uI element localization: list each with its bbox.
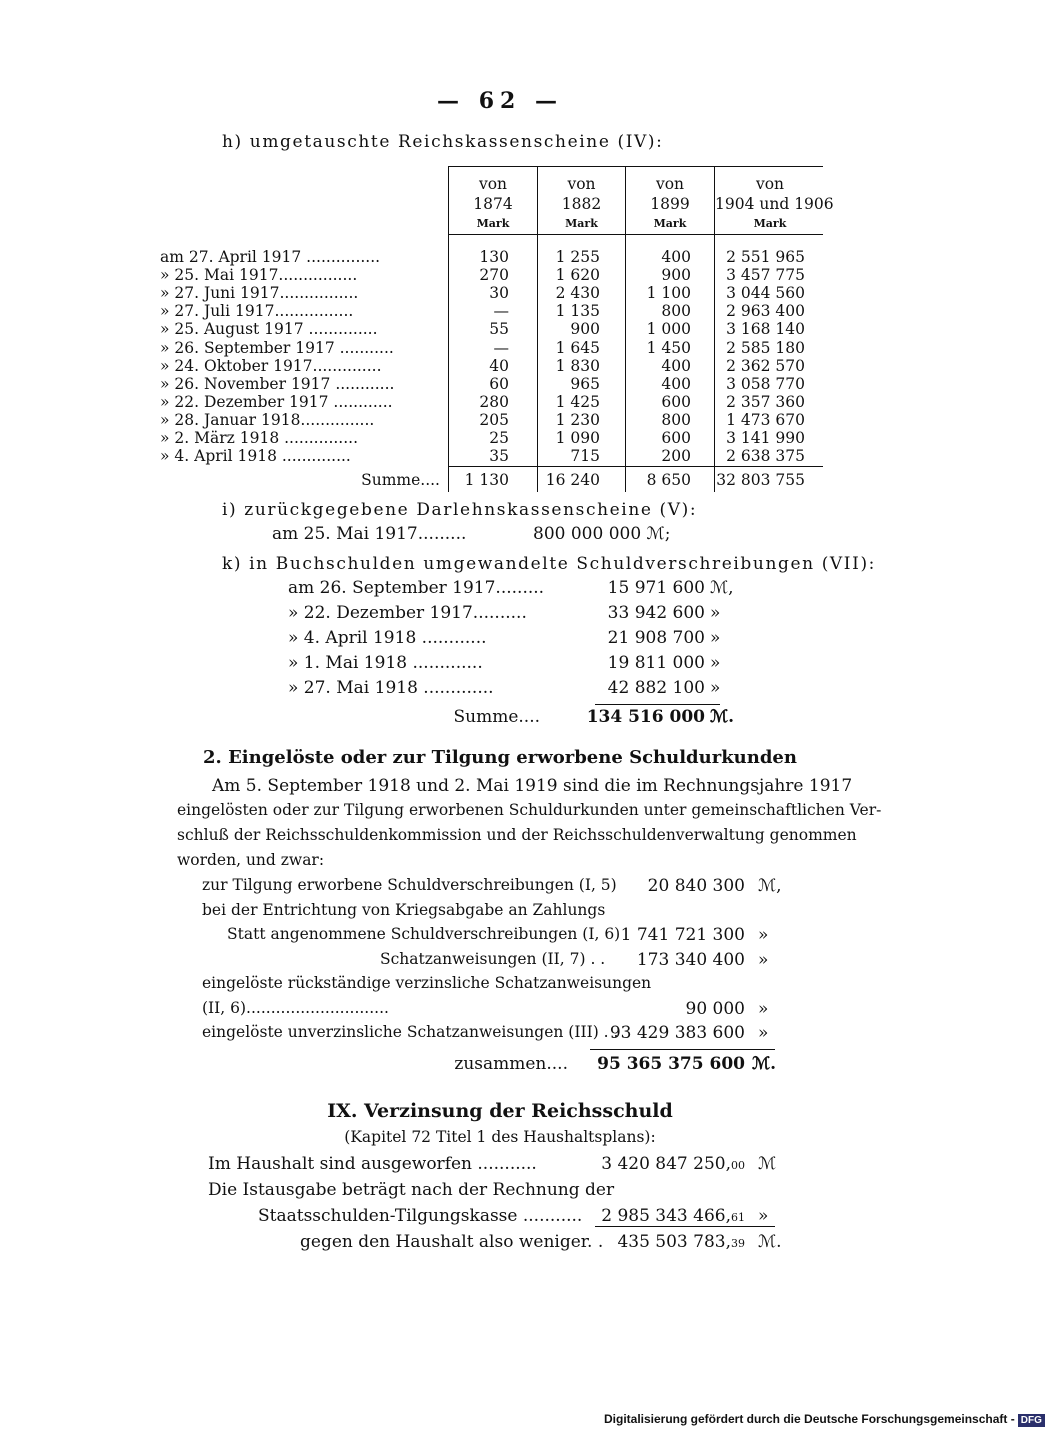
- list-item-text: Staatsschulden-Tilgungskasse ...........: [258, 1206, 583, 1226]
- table-cell: 30: [489, 284, 509, 303]
- dfg-logo: DFG: [1018, 1414, 1045, 1427]
- table-row-label: » 24. Oktober 1917..............: [160, 356, 382, 375]
- list-item-label: » 27. Mai 1918 .............: [288, 678, 494, 698]
- list-item-text: bei der Entrichtung von Kriegsabgabe an Zahlungs: [202, 900, 606, 919]
- table-cell: 130: [479, 248, 509, 266]
- list-item-unit: ℳ,: [758, 876, 782, 896]
- table-cell: 270: [479, 266, 509, 285]
- amount: 435 503 783,: [617, 1232, 731, 1252]
- list-item-unit: ℳ.: [758, 1232, 782, 1252]
- table-cell: 3 168 140: [726, 320, 805, 339]
- table-cell: 55: [489, 320, 509, 339]
- section-2-total-label: zusammen....: [454, 1054, 568, 1074]
- table-cell: —: [493, 338, 509, 357]
- table-cell: 205: [479, 410, 509, 429]
- list-item-value: [560, 1154, 745, 1174]
- table-cell: 800: [661, 302, 691, 321]
- sum-1904-1906: 32 803 755: [716, 471, 805, 489]
- table-row-label: » 26. November 1917 ............: [160, 374, 395, 393]
- table-cell: 2 585 180: [726, 338, 805, 357]
- list-item-text: zur Tilgung erworbene Schuldverschreibungen (I, 5): [202, 876, 617, 894]
- section-h-title: h) umgetauschte Reichskassenscheine (IV):: [222, 132, 664, 152]
- table-cell: 1 135: [555, 302, 600, 321]
- sum-1882: 16 240: [545, 471, 600, 489]
- list-item-unit: »: [710, 653, 721, 673]
- table-cell: 1 620: [555, 266, 600, 285]
- list-item-text: eingelöste unverzinsliche Schatzanweisungen (III) . .: [202, 1023, 619, 1041]
- table-row-label: » 2. März 1918 ...............: [160, 429, 359, 447]
- table-cell: 2 362 570: [726, 356, 805, 375]
- table-cell: 1 100: [646, 284, 691, 303]
- table-cell: 3 141 990: [726, 429, 805, 447]
- table-cell: 1 830: [555, 356, 600, 375]
- table-cell: 900: [570, 320, 600, 339]
- table-cell: 400: [661, 356, 691, 375]
- list-item-text: Schatzanweisungen (II, 7) . .: [380, 949, 606, 968]
- table-cell: 600: [661, 392, 691, 411]
- list-item-unit: »: [710, 678, 721, 698]
- table-cell: 600: [661, 429, 691, 447]
- list-item-text: gegen den Haushalt also weniger. .: [300, 1232, 604, 1252]
- table-cell: —: [493, 302, 509, 321]
- section-k-sum-label: Summe....: [453, 707, 540, 727]
- table-cell: 3 058 770: [726, 374, 805, 393]
- table-cell: 25: [489, 429, 509, 447]
- col-header-1874: von 1874 Mark: [473, 175, 513, 230]
- list-item-label: am 26. September 1917.........: [288, 578, 545, 598]
- table-row-label: » 27. Juni 1917................: [160, 284, 359, 303]
- table-cell: 3 044 560: [726, 284, 805, 303]
- table-cell: 35: [489, 447, 509, 466]
- page-number: — 62 —: [437, 88, 563, 114]
- section-2-para-1: Am 5. September 1918 und 2. Mai 1919 sind die im Rechnungsjahre 1917: [212, 776, 853, 796]
- table-cell: 1 450: [646, 338, 691, 357]
- table-cell: 1 230: [555, 410, 600, 429]
- section-IX-subheading: (Kapitel 72 Titel 1 des Haushaltsplans):: [344, 1128, 656, 1146]
- table-row-label: am 27. April 1917 ...............: [160, 248, 381, 266]
- footer-text: Digitalisierung gefördert durch die Deutsche Forschungsgemeinschaft -: [604, 1412, 1015, 1426]
- table-row-label: » 25. August 1917 ..............: [160, 320, 378, 339]
- section-2-total-value: 95 365 375 600: [597, 1054, 745, 1074]
- table-row-label: » 22. Dezember 1917 ............: [160, 392, 393, 411]
- list-item-value: 21 908 700: [607, 628, 705, 648]
- col-header-1899: von 1899 Mark: [650, 175, 690, 230]
- list-item-text: Statt angenommene Schuldverschreibungen (I, 6): [227, 925, 621, 943]
- sum-1899: 8 650: [646, 471, 691, 489]
- table-row-label: » 4. April 1918 ..............: [160, 447, 351, 466]
- list-item-text: (II, 6).............................: [202, 998, 389, 1017]
- amount-cents: 39: [731, 1237, 745, 1250]
- footer: [604, 1412, 1045, 1427]
- list-item-unit: »: [758, 1206, 769, 1226]
- list-item-unit: »: [758, 925, 769, 945]
- table-cell: 2 963 400: [726, 302, 805, 321]
- table-cell: 2 638 375: [726, 447, 805, 466]
- list-item-text: eingelöste rückständige verzinsliche Schatzanweisungen: [202, 974, 652, 992]
- amount-cents: 61: [731, 1211, 745, 1224]
- table-cell: 800: [661, 410, 691, 429]
- table-cell: 1 000: [646, 320, 691, 339]
- table-cell: 900: [661, 266, 691, 285]
- list-item-unit: ℳ,: [710, 578, 734, 598]
- table-cell: 1 090: [555, 429, 600, 447]
- table-row-label: » 27. Juli 1917................: [160, 302, 354, 321]
- section-IX-heading: IX. Verzinsung der Reichsschuld: [327, 1100, 673, 1122]
- table-row-label: » 28. Januar 1918...............: [160, 410, 375, 429]
- list-item-label: » 22. Dezember 1917..........: [288, 603, 527, 623]
- list-item-value: 33 942 600: [607, 603, 705, 623]
- section-i-title: i) zurückgegebene Darlehnskassenscheine (V):: [222, 500, 698, 520]
- table-cell: 965: [570, 374, 600, 393]
- col-header-1882: von 1882 Mark: [561, 175, 602, 230]
- table-cell: 280: [479, 392, 509, 411]
- sum-1874: 1 130: [464, 471, 509, 489]
- col-header-1904-1906: von 1904 und 1906 Mark: [715, 175, 834, 230]
- table-cell: 400: [661, 374, 691, 393]
- table-cell: 1 425: [555, 392, 600, 411]
- table-cell: 715: [570, 447, 600, 466]
- list-item-value: [560, 1232, 745, 1252]
- table-cell: 1 645: [555, 338, 600, 357]
- list-item-unit: »: [758, 1023, 769, 1043]
- list-item-value: 19 811 000: [607, 653, 705, 673]
- list-item-value: 42 882 100: [607, 678, 705, 698]
- section-i-line: am 25. Mai 1917.........: [272, 524, 467, 544]
- section-2-para-4: worden, und zwar:: [177, 851, 325, 869]
- list-item-unit: »: [710, 603, 721, 623]
- amount: 2 985 343 466,: [601, 1206, 731, 1226]
- table-cell: 3 457 775: [726, 266, 805, 285]
- table-row-label: » 25. Mai 1917................: [160, 266, 358, 285]
- list-item-text: Im Haushalt sind ausgeworfen ...........: [208, 1154, 537, 1174]
- section-i-value: 800 000 000 ℳ;: [533, 524, 671, 544]
- table-cell: 2 430: [555, 284, 600, 303]
- list-item-value: 173 340 400: [636, 949, 745, 970]
- section-k-sum-unit: ℳ.: [710, 707, 735, 727]
- section-2-para-3: schluß der Reichsschuldenkommission und der Reichsschuldenverwaltung genommen: [177, 826, 857, 844]
- section-k-sum-value: 134 516 000: [586, 707, 705, 727]
- section-2-total-unit: ℳ.: [752, 1054, 777, 1074]
- list-item-unit: »: [758, 949, 769, 970]
- list-item-label: » 4. April 1918 ............: [288, 628, 487, 648]
- table-cell: 200: [661, 447, 691, 466]
- table-row-label: » 26. September 1917 ...........: [160, 338, 394, 357]
- list-item-unit: ℳ: [758, 1154, 777, 1174]
- amount-cents: 00: [731, 1159, 745, 1172]
- list-item-value: 93 429 383 600: [609, 1023, 745, 1043]
- table-cell: 1 255: [555, 248, 600, 266]
- amount: 3 420 847 250,: [601, 1154, 731, 1174]
- list-item-text: Die Istausgabe beträgt nach der Rechnung der: [208, 1180, 615, 1200]
- table-cell: 2 357 360: [726, 392, 805, 411]
- list-item-value: 20 840 300: [647, 876, 745, 896]
- list-item-value: 1 741 721 300: [620, 925, 745, 945]
- list-item-value: 15 971 600: [607, 578, 705, 598]
- section-2-para-2: eingelösten oder zur Tilgung erworbenen Schuldurkunden unter gemeinschaftlichen Ver-: [177, 801, 882, 819]
- list-item-value: 90 000: [685, 998, 745, 1019]
- table-cell: 60: [489, 374, 509, 393]
- section-k-title: k) in Buchschulden umgewandelte Schuldverschreibungen (VII):: [222, 554, 877, 574]
- list-item-unit: »: [758, 998, 769, 1019]
- list-item-unit: »: [710, 628, 721, 648]
- section-h-sum-label: Summe....: [361, 471, 440, 489]
- table-cell: 2 551 965: [726, 248, 805, 266]
- list-item-value: [560, 1206, 745, 1226]
- section-2-heading: 2. Eingelöste oder zur Tilgung erworbene Schuldurkunden: [203, 747, 797, 768]
- list-item-label: » 1. Mai 1918 .............: [288, 653, 483, 673]
- table-cell: 400: [661, 248, 691, 266]
- table-cell: 40: [489, 356, 509, 375]
- table-cell: 1 473 670: [726, 410, 805, 429]
